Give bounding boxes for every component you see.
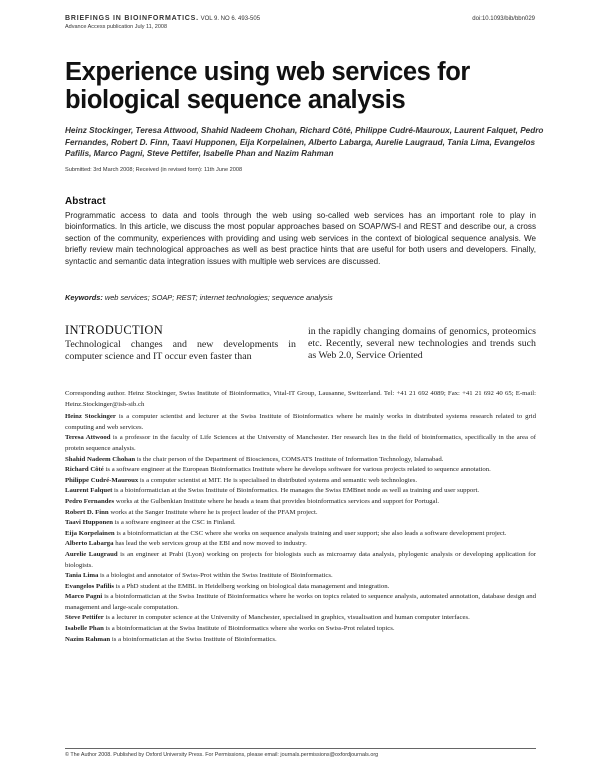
bio-text: is an engineer at Prabi (Lyon) working on projects for biologists such as microarray data analysis, phylogenic analysis or developing application for biologists. [65, 550, 536, 569]
bio-author-name: Steve Pettifer [65, 614, 104, 622]
author-bio [65, 582, 536, 593]
author-bio [65, 529, 536, 540]
correspondence: Corresponding author. Heinz Stockinger, Swiss Institute of Bioinformatics, Vital-IT Group, Lausanne, Switzerland. Tel: +41 21 692 4089; Fax: +41 21 692 40 65; E-mail: Heinz.Stockinger@isb-sib.ch [65, 390, 536, 408]
bio-author-name: Heinz Stockinger [65, 413, 116, 421]
copyright-footer: © The Author 2008. Published by Oxford University Press. For Permissions, please email: journals.permissions@oxfordjournals.org [65, 752, 379, 758]
author-bio [65, 539, 536, 550]
bio-author-name: Aurelie Laugraud [65, 550, 118, 558]
article-title: Experience using web services for biological sequence analysis [65, 58, 470, 114]
author-bio [65, 635, 536, 646]
author-bio [65, 412, 536, 433]
access-date: Advance Access publication July 11, 2008 [65, 24, 168, 30]
bio-author-name: Tania Lima [65, 572, 99, 580]
bio-text: is a computer scientist and lecturer at the Swiss Institute of Bioinformatics where he mainly works in distributed systems research related to grid computing and web services. [65, 413, 536, 431]
bio-author-name: Eija Korpelainen [65, 529, 115, 537]
bio-text: has lead the web services group at the EBI and now moved to industry. [113, 540, 307, 548]
introduction-heading: INTRODUCTION [65, 323, 164, 337]
author-bio [65, 592, 536, 613]
bio-text: is a bioinformatician at the Swiss Institute of Bioinformatics. He manages the Swiss EMBnet node as well as training and user support. [112, 487, 480, 495]
bio-text: is a software engineer at the CSC in Finland. [112, 519, 236, 527]
bio-text: is the chair person of the Department of Biosciences, COMSATS Institute of Information Technology, Islamabad. [135, 455, 444, 463]
author-bio [65, 455, 536, 466]
keywords [65, 293, 536, 302]
author-bio [65, 508, 536, 519]
bio-author-name: Philippe Cudré-Mauroux [65, 476, 139, 484]
bio-text: is a professor in the faculty of Life Sciences at the University of Manchester. Her research lies in the field of bioinformatics, specifically in the area of protein sequence analysis. [65, 434, 536, 452]
author-bio [65, 571, 536, 582]
bio-author-name: Richard Côté [65, 466, 104, 474]
bio-author-name: Robert D. Finn [65, 508, 109, 516]
author-bio [65, 486, 536, 497]
bio-text: is a lecturer in computer science at the University of Manchester, specialised in graphics, visualisation and human computer interfaces. [103, 614, 470, 622]
bio-author-name: Laurent Falquet [65, 487, 113, 495]
bio-text: is a bioinformatician at the Swiss Institute of Bioinformatics where she works on Swiss-Prot related topics. [103, 625, 395, 633]
bio-text: is a bioinformatician at the Swiss Institute of Bioinformatics. [110, 635, 277, 643]
journal-volume: VOL 9. NO 6. 493-505 [200, 16, 261, 22]
bio-text: is a computer scientist at MIT. He is specialised in distributed systems and semantic web technologies. [138, 476, 418, 484]
bio-text: is a bioinformatician at the CSC where she works on sequence analysis training and user support; she also leads a software development project. [114, 529, 507, 537]
author-bio [65, 624, 536, 635]
bio-author-name: Evangelos Pafilis [65, 582, 114, 590]
keywords-label: Keywords: [65, 293, 103, 302]
intro-left-column: Technological changes and new developments in computer science and IT occur even faster than [65, 339, 296, 363]
author-bio [65, 613, 536, 624]
bio-text: is a bioinformatician at the Swiss Institute of Bioinformatics where he works on topics related to sequence analysis, automated annotation, database design and management and large-scale computation. [65, 593, 537, 611]
bio-author-name: Nazim Rahman [65, 635, 111, 643]
abstract-heading: Abstract [65, 196, 106, 207]
bio-author-name: Isabelle Phan [65, 625, 104, 633]
keywords-list: web services; SOAP; REST; internet technologies; sequence analysis [104, 293, 333, 302]
bio-author-name: Pedro Fernandes [65, 497, 115, 505]
bio-author-name: Marco Pagni [65, 593, 103, 601]
bio-author-name: Taavi Hupponen [65, 519, 113, 527]
submission-dates: Submitted: 3rd March 2008; Received (in revised form): 11th June 2008 [65, 167, 243, 173]
author-bio [65, 433, 536, 454]
bio-author-name: Shahid Nadeem Chohan [65, 455, 136, 463]
footer-divider [65, 748, 536, 749]
bio-text: is a software engineer at the European Bioinformatics Institute where he develops software for various projects related to sequence annotation. [103, 466, 491, 474]
doi-link[interactable]: doi:10.1093/bib/bbn029 [472, 16, 535, 22]
abstract-text: Programmatic access to data and tools through the web using so-called web services has an important role to play in bioinformatics. In this article, we discuss the most popular approaches based on SOAP/WS-I and REST and describe our, a cross section of the community, experiences with providing and using web services in the context of biological sequence analysis. We briefly review main technological approaches as well as best practice hints that are useful for both users and developers. Finally, syntactic and semantic data integration issues with multiple web services are discussed. [65, 211, 536, 266]
author-bio [65, 550, 536, 571]
bio-author-name: Teresa Attwood [65, 434, 111, 442]
bio-text: works at the Gulbenkian Institute where he heads a team that provides bioinformatics services and support for Portugal. [114, 497, 440, 505]
intro-right-column: in the rapidly changing domains of genomics, proteomics etc. Recently, several new technologies and trends such as Web 2.0, Service Oriented [308, 326, 536, 362]
author-notes [65, 389, 536, 645]
author-bio [65, 497, 536, 508]
bio-text: is a PhD student at the EMBL in Heidelberg working on biological data management and integration. [113, 582, 390, 590]
bio-author-name: Alberto Labarga [65, 540, 114, 548]
author-bio [65, 476, 536, 487]
bio-text: is a biologist and annotator of Swiss-Prot within the Swiss Institute of Bioinformatics. [98, 572, 333, 580]
author-bio [65, 465, 536, 476]
bio-text: works at the Sanger Institute where he is project leader of the PFAM project. [108, 508, 318, 516]
author-bio-list [65, 412, 536, 645]
author-bio [65, 518, 536, 529]
author-list: Heinz Stockinger, Teresa Attwood, Shahid Nadeem Chohan, Richard Côté, Philippe Cudré-Mauroux, Laurent Falquet, Pedro Fernandes, Robert D. Finn, Taavi Hupponen, Eija Korpelainen, Alberto Labarga, Aurelie Laugraud, Tania Lima, Evangelos Pafilis, Marco Pagni, Steve Pettifer, Isabelle Phan and Nazim Rahman [65, 126, 544, 158]
journal-name: BRIEFINGS IN BIOINFORMATICS. [65, 15, 199, 22]
journal-header [65, 15, 535, 31]
